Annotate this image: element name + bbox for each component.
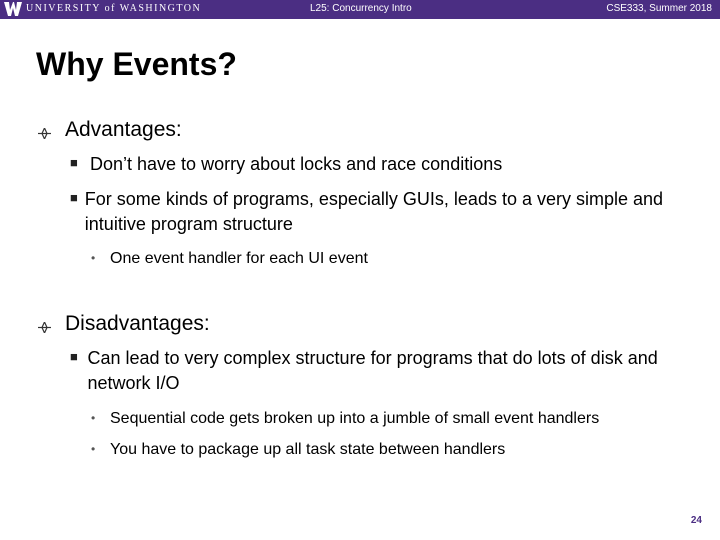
list-item-text: Can lead to very complex structure for programs that do lots of disk and network I/O [87,348,658,393]
sub-list-item-text: You have to package up all task state between handlers [110,441,506,458]
square-bullet-icon: ■ [70,155,78,170]
sub-list-item-text: One event handler for each UI event [110,250,368,267]
sub-list-item [91,410,600,428]
dot-bullet-icon: • [91,442,96,456]
sub-list-item-text: Sequential code gets broken up into a jumble of small event handlers [110,410,600,427]
list-item [70,346,670,396]
list-item [70,187,670,237]
course-name: CSE333, Summer 2018 [606,3,712,14]
university-name: UNIVERSITY of WASHINGTON [26,3,202,14]
slide-title: Why Events? [36,46,237,82]
sub-list-item [91,250,368,268]
sub-list-item [91,441,506,459]
page-number: 24 [690,515,702,526]
advantages-heading: Advantages: [65,118,182,141]
uw-logo-icon [4,1,22,17]
disadvantages-heading: Disadvantages: [65,312,210,335]
square-bullet-icon: ■ [70,190,78,205]
square-bullet-icon: ■ [70,349,78,364]
dot-bullet-icon: • [91,411,96,425]
diamond-bullet-icon [38,118,65,144]
lecture-title: L25: Concurrency Intro [310,3,412,14]
list-item-text: Don’t have to worry about locks and race conditions [90,154,503,174]
diamond-bullet-icon [38,312,65,338]
header-bar [0,0,720,19]
list-item [70,152,670,177]
list-item-text: For some kinds of programs, especially GUIs, leads to a very simple and intuitive program structure [84,189,664,234]
dot-bullet-icon: • [91,251,96,265]
bullet-disadvantages [38,312,210,338]
bullet-advantages [38,118,182,144]
